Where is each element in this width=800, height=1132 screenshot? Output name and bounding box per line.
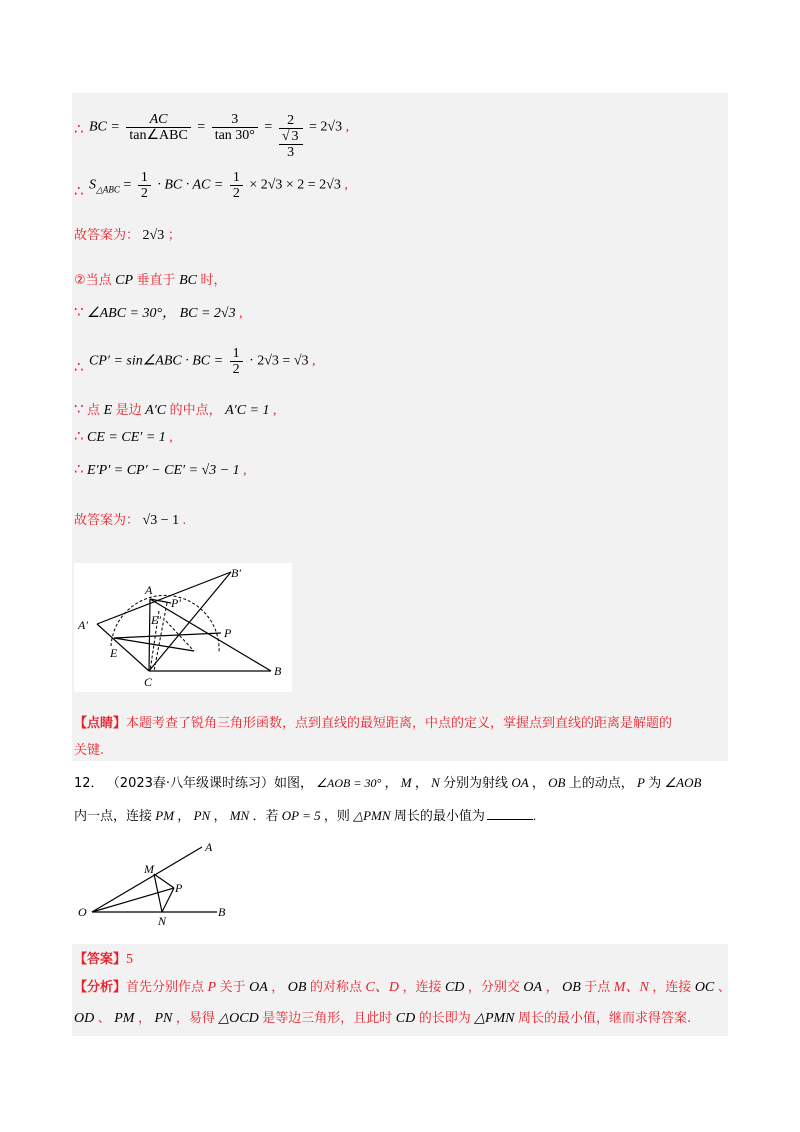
fig2-label-b: B bbox=[218, 905, 226, 919]
case2-text-b: 垂直于 bbox=[136, 273, 176, 288]
fig1-label-p: P bbox=[224, 626, 232, 640]
problem12-mn: MN bbox=[229, 808, 250, 823]
analysis12-line2-e: 的长即为 bbox=[418, 1011, 471, 1026]
ce-line bbox=[74, 427, 173, 446]
problem12-text-b: ， bbox=[414, 776, 428, 791]
fig1-label-a: A bbox=[145, 583, 153, 597]
problem12-line2-f: 周长的最小值为 bbox=[393, 809, 485, 824]
fig1-label-c: C bbox=[144, 675, 153, 689]
analysis12-text-g: ， bbox=[545, 980, 559, 995]
ep-text: E′P′ = CP′ − CE′ = √3 − 1 bbox=[87, 463, 240, 478]
analysis12-text-f: ，分别交 bbox=[467, 980, 520, 995]
cp-frac-two: 2 bbox=[232, 362, 240, 377]
fig2-label-a: A bbox=[205, 840, 213, 854]
analysis12-cd: C、D bbox=[365, 980, 399, 995]
problem12-line2-e: ，则 bbox=[323, 809, 350, 824]
analysis12-text-j: 、 bbox=[717, 980, 731, 995]
area-frac-two-b: 2 bbox=[232, 186, 240, 201]
problem12-op: OP = 5 bbox=[281, 808, 321, 823]
analysis12-line2-f: 周长的最小值，继而求得答案. bbox=[518, 1011, 692, 1026]
analysis12-line2-d: 是等边三角形，且此时 bbox=[262, 1011, 393, 1026]
therefore-symbol: ∴ bbox=[74, 120, 84, 138]
given-line bbox=[74, 302, 243, 322]
frac-sqrt3: 3 bbox=[291, 129, 299, 144]
frac-two: 2 bbox=[279, 113, 303, 129]
problem12-p: P bbox=[637, 775, 645, 790]
problem12-line2-g: . bbox=[532, 808, 537, 823]
answer-label-2: 故答案为： bbox=[74, 513, 140, 528]
analysis12-mn: M、N bbox=[613, 980, 649, 995]
analysis12-pmn: △PMN bbox=[474, 1011, 515, 1026]
analysis12-od: OD bbox=[74, 1011, 95, 1026]
area-rest: × 2√3 × 2 = 2√3 bbox=[249, 177, 341, 193]
problem12-angle: ∠AOB = 30° bbox=[316, 776, 382, 790]
fig1-label-e-prime: E′ bbox=[151, 613, 161, 627]
problem12-text-c: 分别为射线 bbox=[443, 776, 509, 791]
analysis12-text-c: ， bbox=[271, 980, 285, 995]
analysis12-text-e: ，连接 bbox=[402, 980, 442, 995]
comma-5: , bbox=[273, 403, 277, 418]
frac-tan30: tan 30° bbox=[214, 128, 255, 143]
case2-cp: CP bbox=[115, 273, 134, 288]
fig1-label-e: E bbox=[110, 646, 118, 660]
point-e-b: 是边 bbox=[115, 403, 142, 418]
fig2-label-n: N bbox=[158, 914, 167, 926]
problem12-text-e: 上的动点， bbox=[568, 776, 634, 791]
comment-label: 【点睛】 bbox=[74, 716, 127, 731]
problem12-line-2 bbox=[74, 805, 536, 824]
point-e-c: 的中点， bbox=[169, 403, 222, 418]
problem12-tri: △PMN bbox=[353, 808, 391, 823]
analysis12-pm: PM bbox=[114, 1011, 135, 1026]
comma-1: , bbox=[345, 119, 350, 135]
area-lhs: S bbox=[89, 177, 96, 193]
point-e-d: A′C = 1 bbox=[225, 403, 270, 418]
problem12-line2-b: ， bbox=[177, 809, 191, 824]
point-e-a: 点 bbox=[87, 403, 101, 418]
fig1-label-b: B bbox=[274, 664, 282, 678]
answer-label-1: 故答案为： bbox=[74, 228, 140, 243]
problem12-number: 12． bbox=[74, 776, 104, 791]
because-symbol-2: ∵ bbox=[74, 400, 84, 418]
analysis12-ob2: OB bbox=[562, 980, 581, 995]
therefore-symbol-3: ∴ bbox=[74, 358, 84, 376]
analysis12-text-b: 关于 bbox=[219, 980, 246, 995]
answer12-line bbox=[74, 948, 133, 968]
analysis12-label: 【分析】 bbox=[74, 980, 127, 995]
analysis12-oc: OC bbox=[694, 980, 715, 995]
problem12-oa: OA bbox=[511, 775, 529, 790]
area-sub: △ABC bbox=[96, 184, 120, 195]
comma-2: , bbox=[344, 177, 348, 193]
analysis12-oa: OA bbox=[249, 980, 268, 995]
problem12-text-f: 为 bbox=[648, 776, 662, 791]
answer-line-2 bbox=[74, 509, 186, 529]
analysis12-line2-b: ， bbox=[137, 1011, 151, 1026]
analysis12-text-d: 的对称点 bbox=[309, 980, 362, 995]
analysis12-line2-a: 、 bbox=[97, 1011, 111, 1026]
fig2-label-o: O bbox=[78, 905, 87, 919]
area-frac-one-b: 1 bbox=[230, 170, 243, 186]
area-mid: · BC · AC = bbox=[157, 177, 224, 193]
comment-line-2 bbox=[74, 739, 104, 759]
bc-eq-text: BC = bbox=[89, 119, 120, 135]
frac-three: 3 bbox=[212, 112, 258, 128]
answer-value-1: 2√3 bbox=[142, 228, 165, 243]
answer-end-1: ； bbox=[167, 228, 181, 243]
problem12-m: M bbox=[400, 775, 412, 790]
because-symbol: ∵ bbox=[74, 303, 84, 321]
analysis12-text-i: ，连接 bbox=[652, 980, 692, 995]
period-1: . bbox=[182, 513, 187, 528]
answer12-value: 5 bbox=[126, 952, 134, 967]
problem12-n: N bbox=[431, 775, 440, 790]
equals-2: = bbox=[264, 119, 273, 135]
analysis12-line-2 bbox=[74, 1007, 691, 1027]
fig1-label-p-prime: P′ bbox=[171, 596, 181, 610]
comma-4: , bbox=[312, 353, 316, 369]
comma-3: , bbox=[239, 306, 243, 321]
problem12-angle2: ∠AOB bbox=[664, 775, 702, 790]
therefore-symbol-2: ∴ bbox=[74, 182, 84, 200]
analysis12-line-1 bbox=[74, 976, 731, 996]
analysis12-p: P bbox=[207, 980, 217, 995]
answer-line-1 bbox=[74, 224, 181, 244]
fig1-label-b-prime: B′ bbox=[231, 566, 241, 580]
geometry-figure-2 bbox=[74, 836, 244, 926]
analysis12-ocd: △OCD bbox=[218, 1011, 259, 1026]
problem12-pn: PN bbox=[193, 808, 211, 823]
ce-text: CE = CE′ = 1 bbox=[87, 430, 166, 445]
cp-line-b: · 2√3 = √3 bbox=[249, 353, 309, 369]
answer-blank[interactable] bbox=[487, 819, 533, 820]
comma-6: , bbox=[169, 430, 173, 445]
problem12-text-d: ， bbox=[531, 776, 545, 791]
problem12-pm: PM bbox=[155, 808, 175, 823]
analysis12-line2-c: ，易得 bbox=[175, 1011, 215, 1026]
case2-bc: BC bbox=[179, 273, 197, 288]
answer-value-2: √3 − 1 bbox=[142, 513, 180, 528]
problem12-source: （2023春·八年级课时练习）如图， bbox=[106, 776, 314, 791]
case2-text-a: ②当点 bbox=[74, 273, 112, 288]
fig2-label-p: P bbox=[175, 881, 183, 895]
case2-line bbox=[74, 269, 226, 289]
therefore-symbol-4: ∴ bbox=[74, 427, 84, 445]
comment-text-1: 本题考查了锐角三角形函数，点到直线的最短距离，中点的定义，掌握点到直线的距离是解题的 bbox=[126, 716, 673, 731]
frac-three-den: 3 bbox=[287, 145, 295, 160]
analysis12-text-a: 首先分别作点 bbox=[126, 980, 205, 995]
cp-line-a: CP′ = sin∠ABC · BC = bbox=[89, 353, 224, 369]
comment-text-2: 关键. bbox=[74, 743, 105, 758]
point-e-line bbox=[74, 399, 277, 419]
problem12-line2-d: ．若 bbox=[252, 809, 279, 824]
analysis12-cd2: CD bbox=[444, 980, 465, 995]
equals-1: = bbox=[197, 119, 206, 135]
given-text: ∠ABC = 30°， BC = 2√3 bbox=[87, 306, 236, 321]
analysis12-pn: PN bbox=[154, 1011, 173, 1026]
comment-line-1 bbox=[74, 712, 672, 732]
problem12-line-1 bbox=[74, 772, 701, 791]
problem12-text-a: ， bbox=[384, 776, 398, 791]
cp-frac-one: 1 bbox=[230, 346, 243, 362]
area-frac-two: 2 bbox=[140, 186, 148, 201]
frac-ac: AC bbox=[126, 112, 190, 128]
analysis12-ob: OB bbox=[287, 980, 307, 995]
area-eq: = bbox=[123, 177, 132, 193]
frac-tan-abc: tan∠ABC bbox=[129, 128, 188, 143]
point-e-e: E bbox=[103, 403, 113, 418]
analysis12-oa2: OA bbox=[523, 980, 543, 995]
ep-line bbox=[74, 460, 247, 479]
problem12-ob: OB bbox=[548, 775, 566, 790]
fig2-label-m: M bbox=[144, 862, 154, 876]
answer12-label: 【答案】 bbox=[74, 952, 127, 967]
fig1-label-a-prime: A′ bbox=[78, 618, 88, 632]
therefore-symbol-5: ∴ bbox=[74, 460, 84, 478]
comma-7: , bbox=[243, 463, 247, 478]
problem12-line2-c: ， bbox=[213, 809, 227, 824]
analysis12-text-h: 于点 bbox=[584, 980, 611, 995]
point-e-ac: A′C bbox=[145, 403, 167, 418]
analysis12-line2-cd: CD bbox=[395, 1011, 416, 1026]
case2-text-c: 时， bbox=[200, 273, 227, 288]
problem12-line2-a: 内一点，连接 bbox=[74, 809, 153, 824]
area-frac-one: 1 bbox=[138, 170, 151, 186]
result-bc: = 2√3 bbox=[309, 119, 343, 135]
geometry-figure-1 bbox=[74, 563, 292, 692]
